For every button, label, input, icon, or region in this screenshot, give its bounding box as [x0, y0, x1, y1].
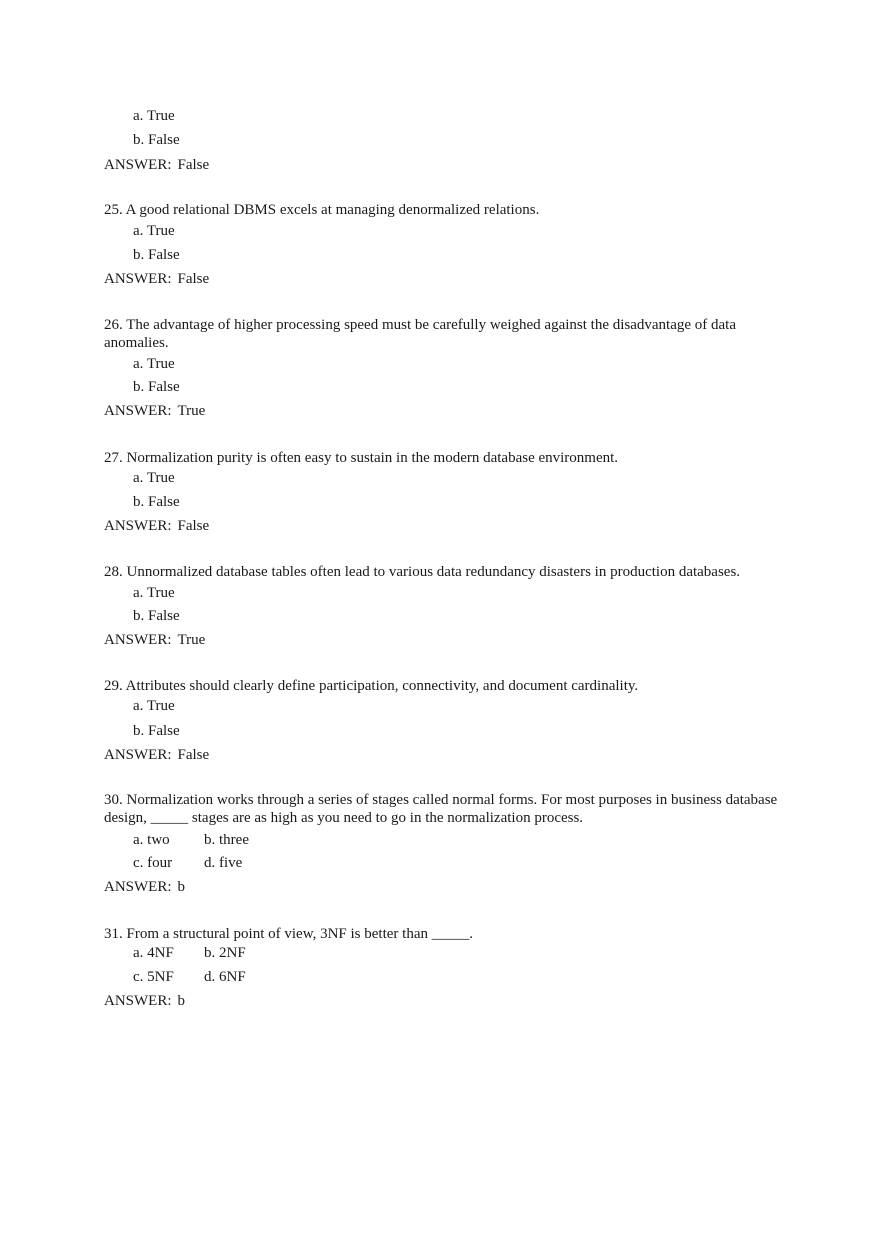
answer-label: ANSWER:	[104, 403, 172, 419]
option-b: b. False	[133, 132, 180, 148]
answer-line	[104, 517, 209, 535]
option-a: a. True	[133, 108, 175, 124]
answer-label: ANSWER:	[104, 271, 172, 287]
answer-line	[104, 878, 185, 896]
question-stem: 30. Normalization works through a series of stages called normal forms. For most purposes in business database design, _____ stages are as high as you need to go in the normalization process.	[104, 792, 778, 826]
question-stem: 25. A good relational DBMS excels at managing denormalized relations.	[104, 202, 540, 218]
option-a: a. two	[133, 832, 170, 848]
answer-value: False	[177, 271, 210, 287]
option-b: b. False	[133, 608, 180, 624]
option-a: a. True	[133, 356, 175, 372]
option-d: d. 6NF	[204, 969, 246, 985]
answer-label: ANSWER:	[104, 632, 172, 648]
option-b: b. False	[133, 247, 180, 263]
answer-line	[104, 992, 185, 1010]
option-c: c. 5NF	[133, 969, 174, 985]
option-b: b. three	[204, 832, 249, 848]
option-b: b. False	[133, 379, 180, 395]
option-b: b. 2NF	[204, 945, 246, 961]
question-stem: 27. Normalization purity is often easy to sustain in the modern database environment.	[104, 450, 619, 466]
answer-value: False	[177, 747, 210, 763]
answer-value: True	[177, 403, 206, 419]
option-a: a. True	[133, 698, 175, 714]
answer-line	[104, 156, 209, 174]
question-stem: 31. From a structural point of view, 3NF is better than _____.	[104, 926, 473, 942]
question-stem: 28. Unnormalized database tables often lead to various data redundancy disasters in production databases.	[104, 564, 741, 580]
option-a: a. True	[133, 223, 175, 239]
answer-line	[104, 402, 205, 420]
answer-line	[104, 631, 205, 649]
option-a: a. True	[133, 470, 175, 486]
answer-label: ANSWER:	[104, 518, 172, 534]
option-d: d. five	[204, 855, 243, 871]
answer-label: ANSWER:	[104, 747, 172, 763]
answer-line	[104, 746, 209, 764]
question-stem: 26. The advantage of higher processing speed must be carefully weighed against the disadvantage of data anomalies.	[104, 317, 737, 351]
answer-value: b	[177, 993, 185, 1009]
answer-line	[104, 270, 209, 288]
option-c: c. four	[133, 855, 173, 871]
option-a: a. True	[133, 585, 175, 601]
answer-value: False	[177, 518, 210, 534]
answer-value: False	[177, 157, 210, 173]
option-b: b. False	[133, 494, 180, 510]
option-b: b. False	[133, 723, 180, 739]
answer-label: ANSWER:	[104, 157, 172, 173]
answer-label: ANSWER:	[104, 993, 172, 1009]
option-a: a. 4NF	[133, 945, 174, 961]
question-stem: 29. Attributes should clearly define participation, connectivity, and document cardinality.	[104, 678, 639, 694]
answer-value: True	[177, 632, 206, 648]
answer-value: b	[177, 879, 185, 895]
answer-label: ANSWER:	[104, 879, 172, 895]
